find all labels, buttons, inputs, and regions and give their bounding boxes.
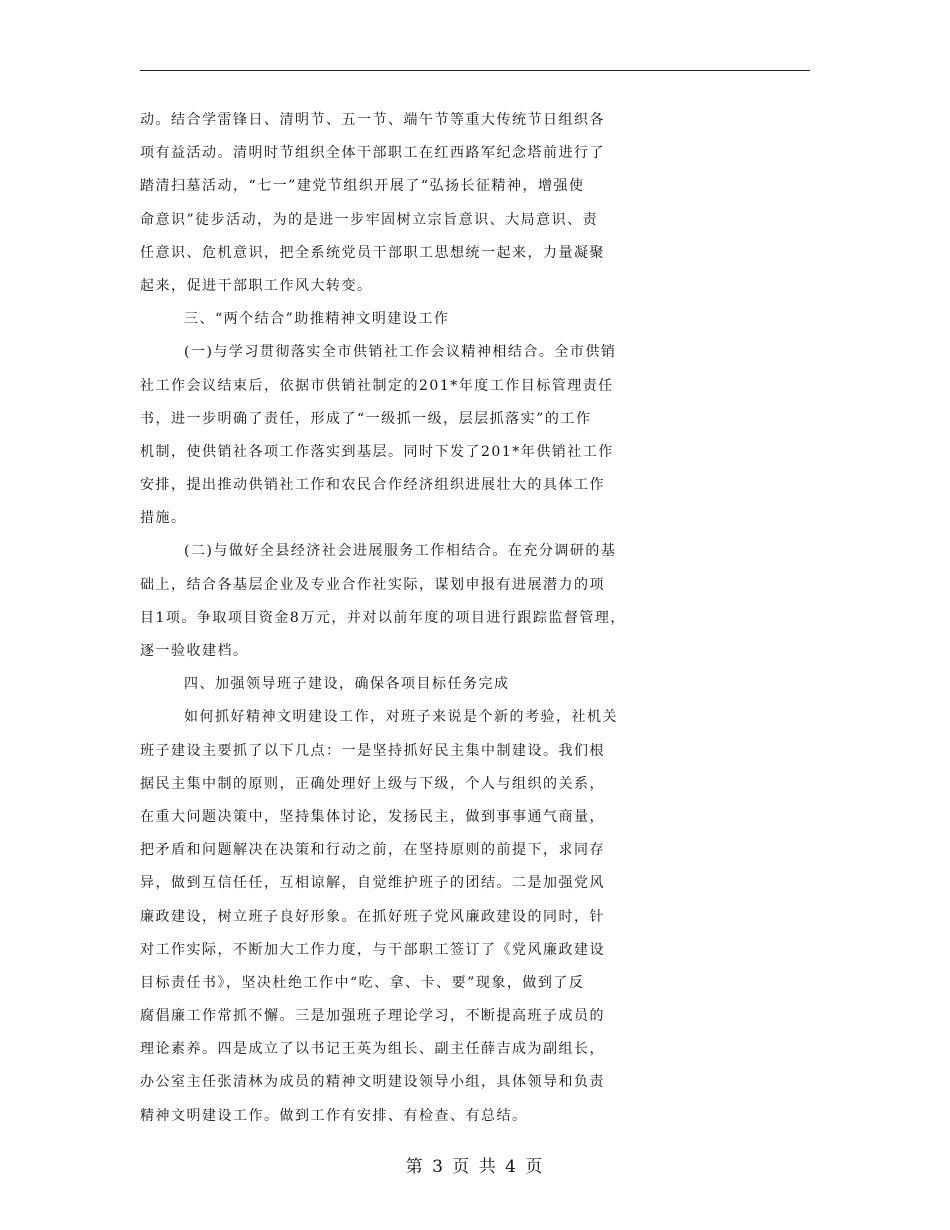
text-line: 三、“两个结合”助推精神文明建设工作 <box>184 311 450 328</box>
text-line: 廉政建设，树立班子良好形象。在抓好班子党风廉政建设的同时，针 <box>140 908 605 925</box>
text-line: 措施。 <box>140 510 187 527</box>
text-line: 在重大问题决策中，坚持集体讨论，发扬民主，做到事事通气商量， <box>140 808 605 825</box>
text-line: 逐一验收建档。 <box>140 643 249 659</box>
text-line: (二)与做好全县经济社会进展服务工作相结合。在充分调研的基 <box>184 543 617 560</box>
text-line: 项有益活动。清明时节组织全体干部职工在红西路军纪念塔前进行了 <box>140 145 605 162</box>
text-line: 安排，提出推动供销社工作和农民合作经济组织进展壮大的具体工作 <box>140 477 605 494</box>
text-line: 如何抓好精神文明建设工作，对班子来说是个新的考验，社机关 <box>184 709 618 726</box>
text-line: 把矛盾和问题解决在决策和行动之前，在坚持原则的前提下，求同存 <box>140 842 605 859</box>
text-line: 书，进一步明确了责任，形成了“一级抓一级，层层抓落实”的工作 <box>140 410 592 427</box>
text-line: 据民主集中制的原则，正确处理好上级与下级，个人与组织的关系， <box>140 775 605 792</box>
text-line: 起来，促进干部职工作风大转变。 <box>140 277 373 294</box>
text-line: 社工作会议结束后，依据市供销社制定的201*年度工作目标管理责任 <box>140 377 614 394</box>
text-line: 踏清扫墓活动，“七一”建党节组织开展了“弘扬长征精神，增强使 <box>140 178 585 195</box>
text-line: 四、加强领导班子建设，确保各项目标任务完成 <box>184 676 510 693</box>
text-line: 精神文明建设工作。做到工作有安排、有检查、有总结。 <box>140 1107 528 1124</box>
text-line: 理论素养。四是成立了以书记王英为组长、副主任薛吉成为副组长， <box>140 1041 605 1058</box>
text-line: 目1项。争取项目资金8万元，并对以前年度的项目进行跟踪监督管理， <box>140 609 626 626</box>
text-line: 任意识、危机意识，把全系统党员干部职工思想统一起来，力量凝聚 <box>140 244 605 261</box>
text-line: 命意识”徒步活动，为的是进一步牢固树立宗旨意识、大局意识、责 <box>140 211 599 228</box>
text-line: 班子建设主要抓了以下几点：一是坚持抓好民主集中制建设。我们根 <box>140 742 605 759</box>
text-line: 异，做到互信任任，互相谅解，自觉维护班子的团结。二是加强党风 <box>140 875 605 892</box>
text-line: 机制，使供销社各项工作落实到基层。同时下发了201*年供销社工作 <box>140 443 614 460</box>
text-line: 础上，结合各基层企业及专业合作社实际，谋划申报有进展潜力的项 <box>140 576 605 593</box>
document-body <box>140 104 840 1133</box>
header-rule <box>140 70 810 71</box>
text-line: 动。结合学雷锋日、清明节、五一节、端午节等重大传统节日组织各 <box>140 112 605 128</box>
text-line: 办公室主任张清林为成员的精神文明建设领导小组，具体领导和负责 <box>140 1074 605 1091</box>
text-line: (一)与学习贯彻落实全市供销社工作会议精神相结合。全市供销 <box>184 344 617 361</box>
page-number-footer: 第 3 页 共 4 页 <box>405 1157 545 1177</box>
text-line: 对工作实际，不断加大工作力度，与干部职工签订了《党风廉政建设 <box>140 941 605 958</box>
text-line: 目标责任书》，坚决杜绝工作中“吃、拿、卡、要”现象，做到了反 <box>140 974 585 991</box>
text-line: 腐倡廉工作常抓不懈。三是加强班子理论学习，不断提高班子成员的 <box>140 1008 605 1025</box>
